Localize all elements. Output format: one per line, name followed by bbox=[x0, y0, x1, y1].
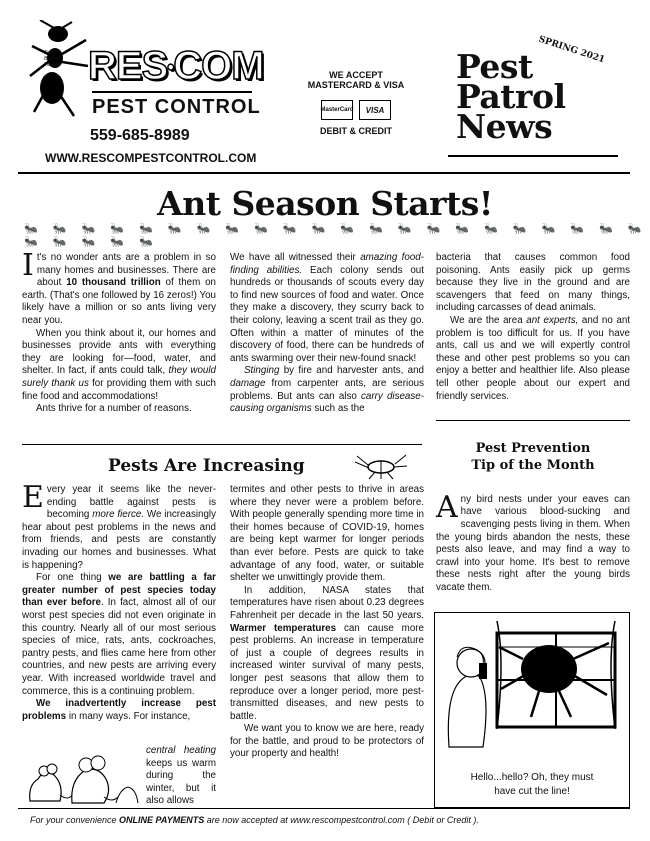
footer-pre: For your convenience bbox=[30, 815, 120, 825]
paragraph-text: In addition, NASA states that temperatures have risen about 0.23 degrees Fahrenheit per decade in the last 50 years. Warmer temperatures can cause more pest problems. An increase in temperature of just a couple of degrees results in increased winter survival of many pests, longer pest seasons that allow them to reproduce over a longer period, more pest-transmitted diseases, and new pests to battle. bbox=[230, 584, 424, 722]
paragraph bbox=[436, 252, 630, 315]
logo-pest-control: PEST CONTROL bbox=[92, 96, 261, 118]
visa-icon: VISA bbox=[359, 100, 391, 120]
cartoon-box bbox=[434, 612, 630, 808]
masthead-line: News bbox=[456, 107, 553, 146]
article1-col1 bbox=[22, 248, 217, 416]
paragraph-text: We are the area ant experts, and no ant problem is too difficult for us. If you have ants, call us and we will expertly control these and other pest problems so you can enjoy a better and healthier life. Also please tell other people about our expert and friendly services. bbox=[436, 314, 630, 402]
caption-line: Hello...hello? Oh, they must bbox=[470, 772, 594, 783]
masthead bbox=[456, 47, 566, 146]
payment-info bbox=[296, 70, 416, 136]
logo-small-line: Inc dba bbox=[44, 62, 61, 68]
phone-number: 559-685-8989 bbox=[90, 127, 190, 144]
article2-col1 bbox=[22, 480, 216, 723]
cartoon-caption bbox=[435, 771, 629, 799]
masthead-line: Patrol bbox=[456, 77, 566, 116]
paragraph bbox=[146, 745, 216, 808]
paragraph bbox=[22, 248, 216, 328]
accept-line: MASTERCARD & VISA bbox=[307, 80, 405, 90]
paragraph-text: Ants thrive for a number of reasons. bbox=[36, 403, 192, 415]
footer-online-payments: ONLINE PAYMENTS bbox=[119, 815, 205, 825]
paragraph-text: bacteria that causes common food poisoning. Ants easily pick up germs because they live in the ground and are scavengers that feed on many things, including carcasses of dead animals. bbox=[436, 252, 630, 314]
logo: Taylor Brothers Inc dba RES•COM PEST CONTROL bbox=[28, 20, 268, 130]
paragraph bbox=[436, 315, 630, 403]
tip-title bbox=[436, 440, 630, 474]
paragraph-text: Stinging by fire and harvester ants, and damage from carpenter ants, are serious problems. But ants can also carry disease-causing organisms such as the bbox=[230, 365, 424, 415]
drop-cap: E bbox=[22, 480, 44, 515]
article1-col2 bbox=[230, 252, 424, 416]
paragraph-text: termites and other pests to thrive in areas where they never were a problem before. With people generally spending more time in their homes because of COVID-19, homes are being kept warmer for longer periods than ever before. Pests are quick to take advantage of any food, water, or suitable shelter we unwittingly provide them. bbox=[230, 484, 424, 584]
paragraph-text: ny bird nests under your eaves can have various blood-sucking and scavenging pests living in them. When the young birds abandon the nests, these pests also leave, and may find a way to crawl into your home. It's best to remove these nests right after the young birds vacate them. bbox=[436, 493, 630, 593]
paragraph-text: For one thing we are battling a far greater number of pest species today than ever before. In fact, almost all of our worst pest species did not even originate in this country. Nearly all of our most serious species of mice, rats, ants, cockroaches, pantry pests, and flies came here from other countries, and new pests are arriving every year. With increased worldwide travel and commerce, this is a continuing problem. bbox=[22, 572, 216, 697]
accept-line: WE ACCEPT bbox=[329, 70, 383, 80]
paragraph bbox=[230, 723, 424, 761]
mastercard-icon: MasterCard bbox=[321, 100, 353, 120]
ant-trail-icon: 🐜 🐜 🐜 🐜 🐜 🐜 🐜 🐜 🐜 🐜 🐜 🐜 🐜 🐜 🐜 🐜 🐜 🐜 🐜 🐜 🐜 🐜 🐜 🐜 🐜 🐜 🐜 bbox=[24, 223, 648, 248]
logo-small-line: Brothers bbox=[44, 56, 63, 62]
paragraph bbox=[22, 572, 216, 698]
cartoon-illustration-icon bbox=[439, 619, 623, 749]
header-divider bbox=[18, 172, 630, 174]
paragraph bbox=[22, 480, 216, 572]
article2-col2 bbox=[230, 484, 424, 761]
drop-cap: A bbox=[436, 489, 458, 525]
paragraph bbox=[22, 698, 216, 723]
cockroach-icon bbox=[355, 452, 407, 480]
paragraph bbox=[230, 365, 424, 415]
logo-res-text: RES bbox=[88, 44, 168, 88]
footer-divider bbox=[18, 808, 630, 809]
paragraph bbox=[230, 484, 424, 585]
paragraph-text: When you think about it, our homes and businesses provide ants with everything they are looking for—food, water, and shelter. In fact, if ants could talk, they would surely thank us for providing them with such fine food and accommodations! bbox=[22, 327, 217, 402]
article1-headline: Ant Season Starts! bbox=[157, 184, 493, 223]
mice-illustration-icon bbox=[24, 745, 142, 805]
footer-note bbox=[30, 815, 479, 825]
paragraph-text: central heating keeps us warm during the winter, but it also allows bbox=[146, 745, 216, 807]
paragraph-text: t's no wonder ants are a problem in so many homes and businesses. There are about 10 thousand trillion of them on earth. (That's one followed by 16 zeros!) You likely have a million or so ants living very near you. bbox=[22, 252, 216, 326]
paragraph bbox=[22, 328, 216, 404]
masthead-divider bbox=[448, 155, 618, 157]
article2-headline: Pests Are Increasing bbox=[108, 456, 305, 476]
website: WWW.RESCOMPESTCONTROL.COM bbox=[45, 151, 257, 165]
tip-title-line: Tip of the Month bbox=[471, 458, 595, 473]
paragraph bbox=[436, 489, 630, 595]
tip-divider bbox=[436, 420, 630, 421]
caption-line: have cut the line! bbox=[494, 786, 570, 797]
logo-small-line: Taylor bbox=[44, 50, 58, 56]
paragraph-text: We want you to know we are here, ready for the battle, and proud to be protectors of your property and health! bbox=[230, 723, 424, 760]
paragraph-text: We have all witnessed their amazing food-finding abilities. Each colony sends out hundreds or thousands of scouts every day to find new sources of food and water. Once they make a discovery, they scurry back to their colony, leaving a scent trail as they go. Often within a matter of minutes of the discovery of food, there can be hundreds of ants swarming over their new-found snack! bbox=[230, 252, 425, 364]
debit-credit: DEBIT & CREDIT bbox=[320, 126, 392, 136]
footer-post: are now accepted at www.rescompestcontrol.com ( Debit or Credit ). bbox=[204, 815, 479, 825]
article2-col1-wrap bbox=[146, 745, 216, 808]
logo-com-text: COM bbox=[173, 44, 264, 88]
article2-divider bbox=[22, 444, 422, 445]
tip-title-line: Pest Prevention bbox=[475, 441, 591, 456]
season-label: SPRING 2021 bbox=[537, 34, 606, 66]
article1-col3 bbox=[436, 252, 630, 403]
paragraph-text: very year it seems like the never-ending battle against pests is becoming more fierce. We increasingly hear about pest problems in the news and from friends, and pests are constantly invading our homes and businesses. What is happening? bbox=[22, 484, 216, 571]
drop-cap: I bbox=[22, 248, 34, 283]
paragraph-text: We inadvertently increase pest problems in many ways. For instance, bbox=[22, 698, 216, 722]
masthead-line: Pest bbox=[456, 47, 533, 86]
tip-body bbox=[436, 484, 630, 604]
paragraph bbox=[230, 252, 424, 365]
paragraph bbox=[230, 585, 424, 724]
paragraph bbox=[22, 403, 216, 416]
